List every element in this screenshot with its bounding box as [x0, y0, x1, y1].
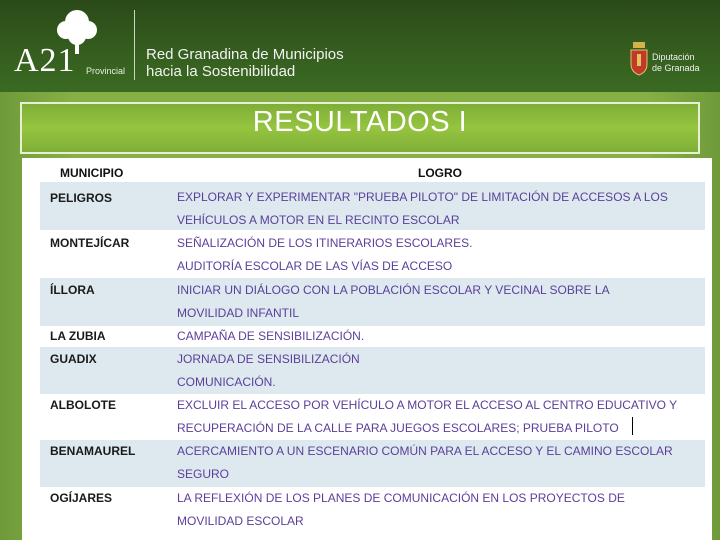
municipio-name: PELIGROS — [50, 191, 113, 205]
logro-text — [177, 440, 703, 485]
logo-subtitle: Provincial — [86, 66, 126, 76]
logro-line: AUDITORÍA ESCOLAR DE LAS VÍAS DE ACCESO — [177, 258, 453, 273]
municipio-name: OGÍJARES — [50, 491, 113, 505]
municipio-name: ÍLLORA — [50, 283, 95, 297]
logro-line: EXCLUIR EL ACCESO POR VEHÍCULO A MOTOR EL ACCESO AL CENTRO EDUCATIVO Y — [177, 398, 678, 412]
logro-text — [177, 232, 703, 277]
logro-line: LA REFLEXIÓN DE LOS PLANES DE COMUNICACIÓN EN LOS PROYECTOS DE — [177, 491, 625, 505]
logro-line: COMUNICACIÓN. — [177, 374, 276, 389]
logro-line: EXPLORAR Y EXPERIMENTAR "PRUEBA PILOTO" DE LIMITACIÓN DE ACCESOS A LOS — [177, 190, 668, 204]
column-header-logro: LOGRO — [418, 166, 462, 180]
header-divider — [134, 10, 135, 80]
logro-line: RECUPERACIÓN DE LA CALLE PARA JUEGOS ESCOLARES; PRUEBA PILOTO — [177, 420, 619, 435]
logro-line: VEHÍCULOS A MOTOR EN EL RECINTO ESCOLAR — [177, 212, 460, 227]
municipio-name: BENAMAUREL — [50, 444, 136, 458]
logro-text — [177, 279, 703, 324]
diputacion-line2: de Granada — [652, 63, 700, 73]
logro-text — [177, 394, 703, 439]
logro-line: INICIAR UN DIÁLOGO CON LA POBLACIÓN ESCOLAR Y VECINAL SOBRE LA — [177, 283, 610, 297]
logro-line: CAMPAÑA DE SENSIBILIZACIÓN. — [177, 329, 365, 343]
logro-line: JORNADA DE SENSIBILIZACIÓN — [177, 352, 360, 366]
logo-a21: A21 — [14, 42, 76, 79]
municipio-name: MONTEJÍCAR — [50, 236, 130, 250]
org-name-line2: hacia la Sostenibilidad — [146, 63, 296, 80]
logro-line: MOVILIDAD ESCOLAR — [177, 513, 304, 528]
logro-text — [177, 487, 703, 532]
slide-title: RESULTADOS I — [252, 106, 468, 138]
logro-text — [177, 348, 703, 393]
diputacion-line1: Diputación — [652, 52, 695, 62]
municipio-name: ALBOLOTE — [50, 398, 116, 412]
municipio-name: GUADIX — [50, 352, 97, 366]
logro-line: MOVILIDAD INFANTIL — [177, 305, 300, 320]
org-name-line1: Red Granadina de Municipios — [146, 46, 344, 63]
municipio-name: LA ZUBIA — [50, 329, 106, 343]
logro-text — [177, 325, 703, 348]
header-banner — [0, 0, 720, 92]
logro-line: ACERCAMIENTO A UN ESCENARIO COMÚN PARA EL ACCESO Y EL CAMINO ESCOLAR — [177, 444, 673, 458]
coat-of-arms-icon — [629, 42, 649, 76]
column-header-municipio: MUNICIPIO — [60, 166, 124, 180]
logro-text — [177, 186, 703, 231]
logro-line: SEÑALIZACIÓN DE LOS ITINERARIOS ESCOLARES. — [177, 236, 473, 250]
logro-line: SEGURO — [177, 466, 230, 481]
text-cursor — [632, 417, 633, 435]
